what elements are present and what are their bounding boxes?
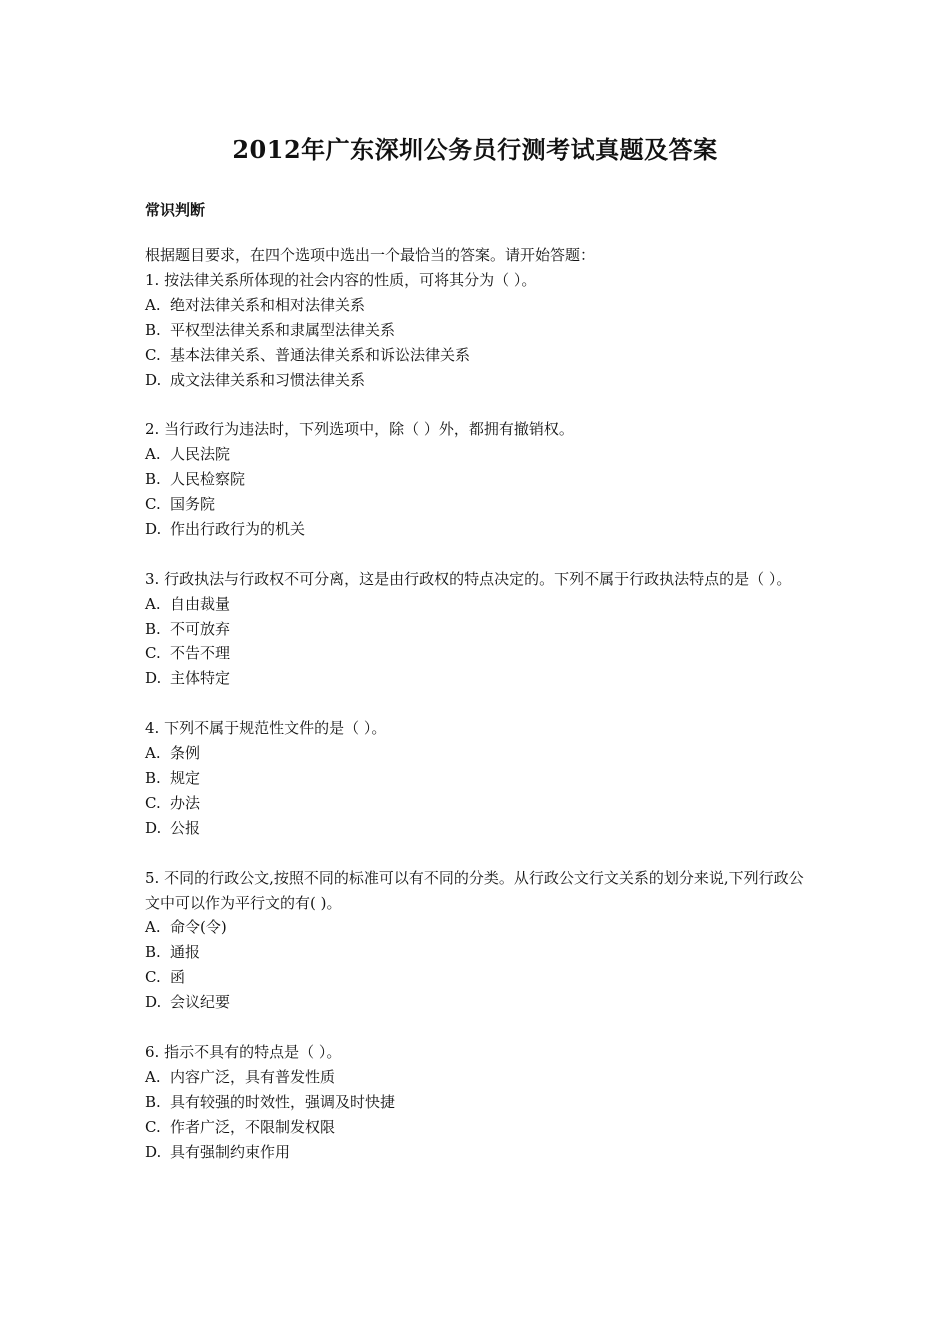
option-letter: C. bbox=[145, 345, 161, 364]
option-a bbox=[145, 442, 815, 467]
option-b bbox=[145, 467, 815, 492]
option-c bbox=[145, 492, 815, 517]
option-d bbox=[145, 990, 815, 1015]
question-stem: 4. 下列不属于规范性文件的是（ ）。 bbox=[145, 719, 387, 738]
option-text: 平权型法律关系和隶属型法律关系 bbox=[170, 320, 396, 339]
option-letter: A. bbox=[145, 1067, 161, 1086]
option-text: 作出行政行为的机关 bbox=[170, 519, 306, 538]
option-text: 通报 bbox=[170, 943, 201, 962]
option-text: 办法 bbox=[170, 793, 201, 812]
option-letter: C. bbox=[145, 968, 161, 987]
option-text: 不可放弃 bbox=[170, 619, 231, 638]
option-c bbox=[145, 343, 815, 368]
option-c bbox=[145, 1115, 815, 1140]
option-text: 绝对法律关系和相对法律关系 bbox=[170, 295, 366, 314]
option-text: 国务院 bbox=[170, 495, 216, 514]
option-a bbox=[145, 915, 815, 940]
option-c bbox=[145, 965, 815, 990]
option-b bbox=[145, 1090, 815, 1115]
question-6 bbox=[145, 1040, 815, 1165]
option-b bbox=[145, 318, 815, 343]
option-letter: B. bbox=[145, 1092, 161, 1111]
option-text: 规定 bbox=[170, 768, 201, 787]
option-letter: B. bbox=[145, 619, 161, 638]
option-d bbox=[145, 816, 815, 841]
option-text: 内容广泛，具有普发性质 bbox=[170, 1067, 336, 1086]
question-4 bbox=[145, 716, 815, 841]
option-letter: B. bbox=[145, 943, 161, 962]
option-text: 人民法院 bbox=[170, 445, 231, 464]
option-d bbox=[145, 666, 815, 691]
option-b bbox=[145, 617, 815, 642]
option-text: 基本法律关系、普通法律关系和诉讼法律关系 bbox=[170, 345, 471, 364]
option-letter: D. bbox=[145, 370, 162, 389]
option-text: 具有强制约束作用 bbox=[170, 1142, 291, 1161]
option-text: 作者广泛，不限制发权限 bbox=[170, 1117, 336, 1136]
option-c bbox=[145, 791, 815, 816]
option-letter: D. bbox=[145, 818, 162, 837]
option-letter: A. bbox=[145, 918, 161, 937]
option-b bbox=[145, 766, 815, 791]
option-letter: B. bbox=[145, 320, 161, 339]
instructions-text: 根据题目要求，在四个选项中选出一个最恰当的答案。请开始答题： bbox=[145, 246, 596, 264]
option-a bbox=[145, 293, 815, 318]
option-letter: A. bbox=[145, 445, 161, 464]
question-stem: 6. 指示不具有的特点是（ ）。 bbox=[145, 1042, 342, 1061]
option-d bbox=[145, 517, 815, 542]
page-title: 2012年广东深圳公务员行测考试真题及答案 bbox=[232, 135, 718, 164]
option-text: 函 bbox=[170, 968, 186, 987]
section-heading: 常识判断 bbox=[145, 201, 206, 219]
option-text: 成文法律关系和习惯法律关系 bbox=[170, 370, 366, 389]
option-text: 命令(令) bbox=[170, 918, 227, 937]
option-text: 条例 bbox=[170, 744, 201, 763]
question-1 bbox=[145, 268, 815, 393]
option-letter: C. bbox=[145, 793, 161, 812]
question-stem: 2. 当行政行为违法时，下列选项中，除（ ）外，都拥有撤销权。 bbox=[145, 420, 574, 439]
question-5 bbox=[145, 866, 815, 1015]
option-text: 不告不理 bbox=[170, 644, 231, 663]
option-b bbox=[145, 940, 815, 965]
option-letter: C. bbox=[145, 495, 161, 514]
option-text: 自由裁量 bbox=[170, 594, 231, 613]
option-c bbox=[145, 641, 815, 666]
option-d bbox=[145, 1140, 815, 1165]
option-text: 会议纪要 bbox=[170, 993, 231, 1012]
option-text: 主体特定 bbox=[170, 669, 231, 688]
option-letter: D. bbox=[145, 1142, 162, 1161]
question-stem: 5. 不同的行政公文,按照不同的标准可以有不同的分类。从行政公文行文关系的划分来说,下列行政公文中可以作为平行文的有( )。 bbox=[145, 868, 804, 912]
option-letter: A. bbox=[145, 744, 161, 763]
option-d bbox=[145, 368, 815, 393]
option-text: 公报 bbox=[170, 818, 201, 837]
option-letter: B. bbox=[145, 768, 161, 787]
option-letter: D. bbox=[145, 669, 162, 688]
option-text: 具有较强的时效性，强调及时快捷 bbox=[170, 1092, 396, 1111]
question-stem: 3. 行政执法与行政权不可分离，这是由行政权的特点决定的。下列不属于行政执法特点的是（ ）。 bbox=[145, 569, 792, 588]
option-letter: A. bbox=[145, 594, 161, 613]
option-letter: C. bbox=[145, 644, 161, 663]
option-a bbox=[145, 741, 815, 766]
question-stem: 1. 按法律关系所体现的社会内容的性质，可将其分为（ ）。 bbox=[145, 270, 537, 289]
option-letter: D. bbox=[145, 519, 162, 538]
question-3 bbox=[145, 567, 815, 692]
option-a bbox=[145, 592, 815, 617]
option-letter: D. bbox=[145, 993, 162, 1012]
document-body bbox=[145, 243, 815, 1189]
question-2 bbox=[145, 417, 815, 542]
option-a bbox=[145, 1065, 815, 1090]
option-letter: B. bbox=[145, 470, 161, 489]
option-letter: C. bbox=[145, 1117, 161, 1136]
option-letter: A. bbox=[145, 295, 161, 314]
option-text: 人民检察院 bbox=[170, 470, 246, 489]
